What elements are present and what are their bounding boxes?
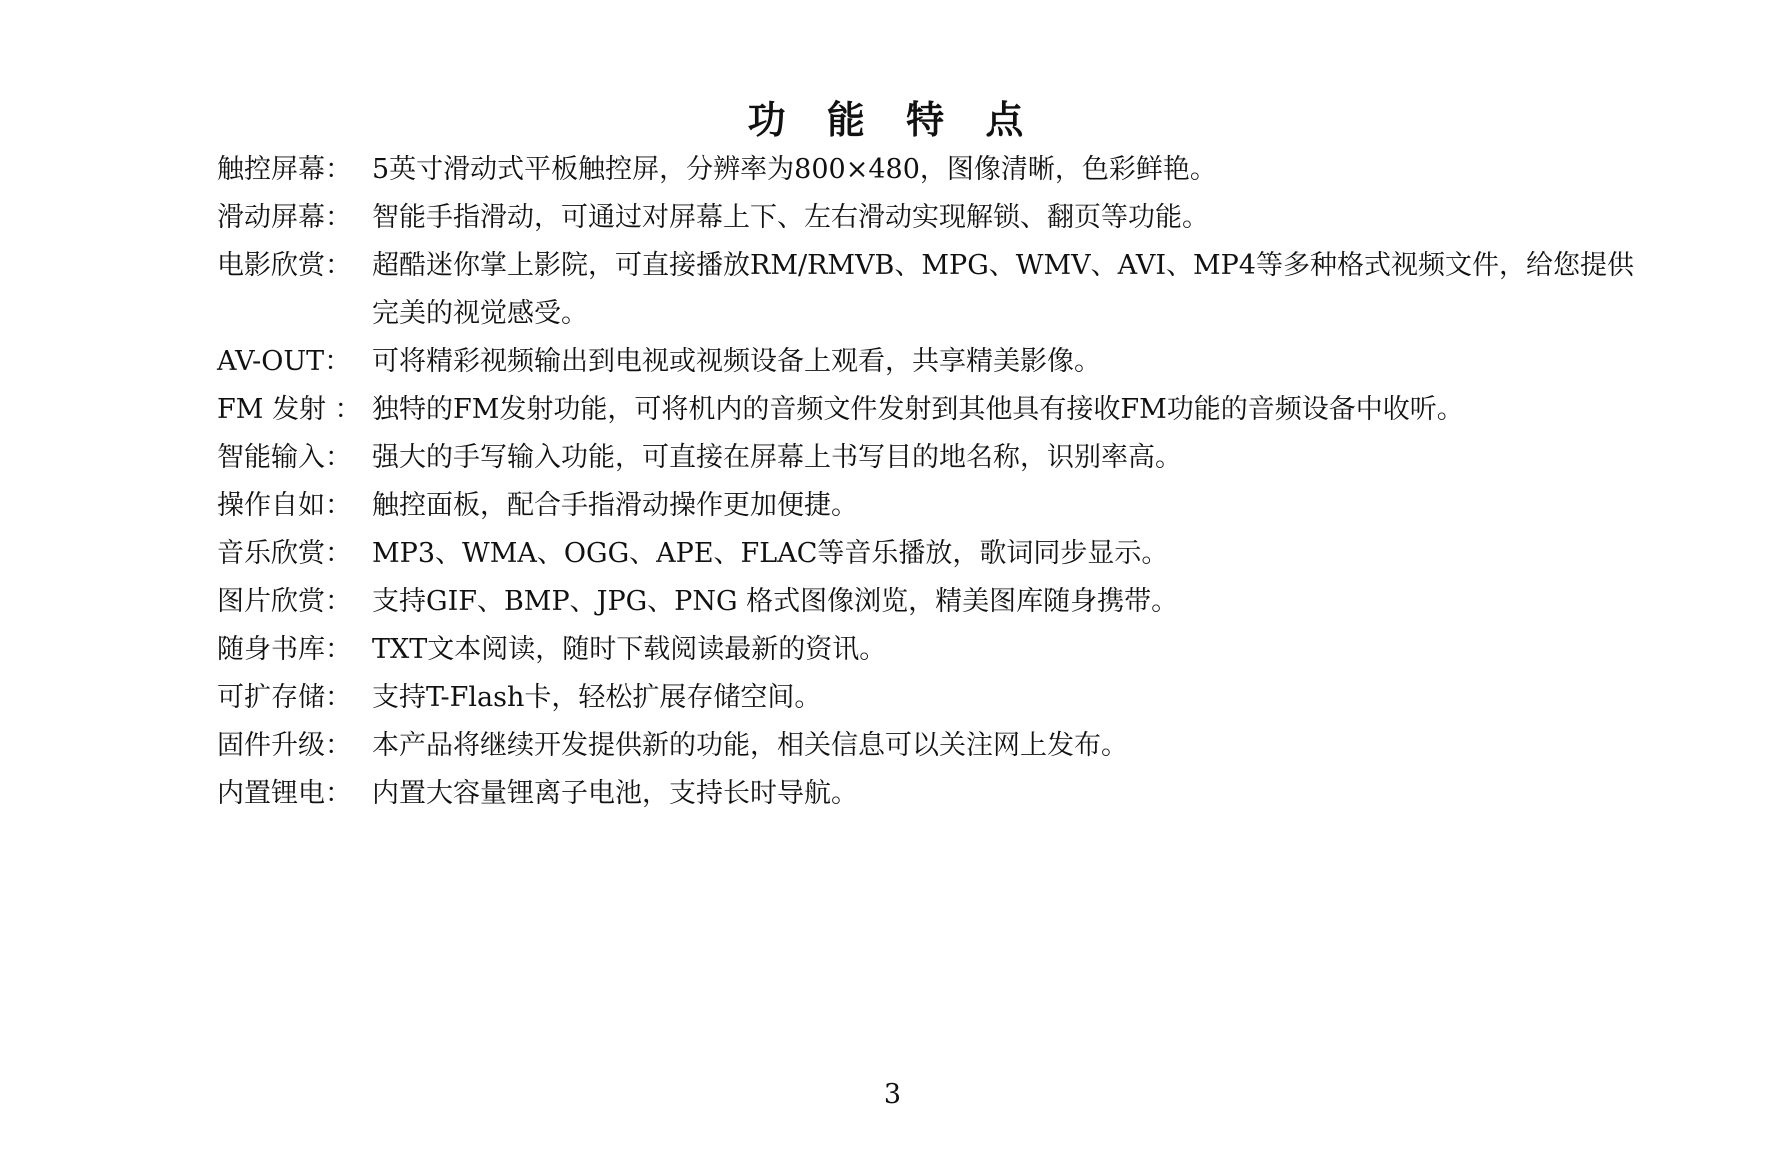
feature-description: 强大的手写输入功能，可直接在屏幕上书写目的地名称，识别率高。 bbox=[372, 442, 1182, 473]
feature-description: 本产品将继续开发提供新的功能，相关信息可以关注网上发布。 bbox=[372, 730, 1128, 761]
feature-smart-input bbox=[217, 434, 1647, 482]
feature-label: 内置锂电： bbox=[217, 778, 352, 809]
feature-label: 固件升级： bbox=[217, 730, 352, 761]
feature-label: 音乐欣赏： bbox=[217, 538, 352, 569]
feature-av-out bbox=[217, 338, 1647, 386]
feature-fm-transmit bbox=[217, 386, 1647, 434]
feature-description: 超酷迷你掌上影院，可直接播放RM/RMVB、MPG、WMV、AVI、MP4等多种格式视频文件，给您提供完美的视觉感受。 bbox=[372, 250, 1634, 329]
feature-description: 可将精彩视频输出到电视或视频设备上观看，共享精美影像。 bbox=[372, 346, 1101, 377]
feature-label: 随身书库： bbox=[217, 634, 352, 665]
feature-pictures bbox=[217, 578, 1647, 626]
feature-music bbox=[217, 530, 1647, 578]
page-number: 3 bbox=[883, 1079, 902, 1110]
feature-description: MP3、WMA、OGG、APE、FLAC等音乐播放，歌词同步显示。 bbox=[372, 538, 1169, 569]
feature-label: AV-OUT： bbox=[217, 346, 352, 377]
feature-movie bbox=[217, 242, 1647, 338]
feature-description: TXT文本阅读，随时下载阅读最新的资讯。 bbox=[372, 634, 887, 665]
feature-description: 支持GIF、BMP、JPG、PNG 格式图像浏览，精美图库随身携带。 bbox=[372, 586, 1179, 617]
feature-description: 智能手指滑动，可通过对屏幕上下、左右滑动实现解锁、翻页等功能。 bbox=[372, 202, 1209, 233]
feature-label: 触控屏幕： bbox=[217, 154, 352, 185]
feature-swipe-screen bbox=[217, 194, 1647, 242]
feature-description: 独特的FM发射功能，可将机内的音频文件发射到其他具有接收FM功能的音频设备中收听。 bbox=[372, 394, 1464, 425]
feature-label: FM 发射 ： bbox=[217, 394, 362, 425]
feature-label: 智能输入： bbox=[217, 442, 352, 473]
feature-description: 触控面板，配合手指滑动操作更加便捷。 bbox=[372, 490, 858, 521]
feature-label: 图片欣赏： bbox=[217, 586, 352, 617]
feature-description: 内置大容量锂离子电池，支持长时导航。 bbox=[372, 778, 858, 809]
feature-label: 可扩存储： bbox=[217, 682, 352, 713]
feature-list bbox=[217, 146, 1647, 818]
feature-label: 电影欣赏： bbox=[217, 250, 352, 281]
feature-label: 操作自如： bbox=[217, 490, 352, 521]
feature-firmware-upgrade bbox=[217, 722, 1647, 770]
feature-expandable-storage bbox=[217, 674, 1647, 722]
feature-description: 支持T-Flash卡，轻松扩展存储空间。 bbox=[372, 682, 822, 713]
feature-easy-operation bbox=[217, 482, 1647, 530]
feature-label: 滑动屏幕： bbox=[217, 202, 352, 233]
feature-description: 5英寸滑动式平板触控屏，分辨率为800×480，图像清晰，色彩鲜艳。 bbox=[372, 154, 1217, 185]
feature-touchscreen bbox=[217, 146, 1647, 194]
page-title: 功 能 特 点 bbox=[747, 98, 1038, 142]
feature-battery bbox=[217, 770, 1647, 818]
feature-ebook bbox=[217, 626, 1647, 674]
